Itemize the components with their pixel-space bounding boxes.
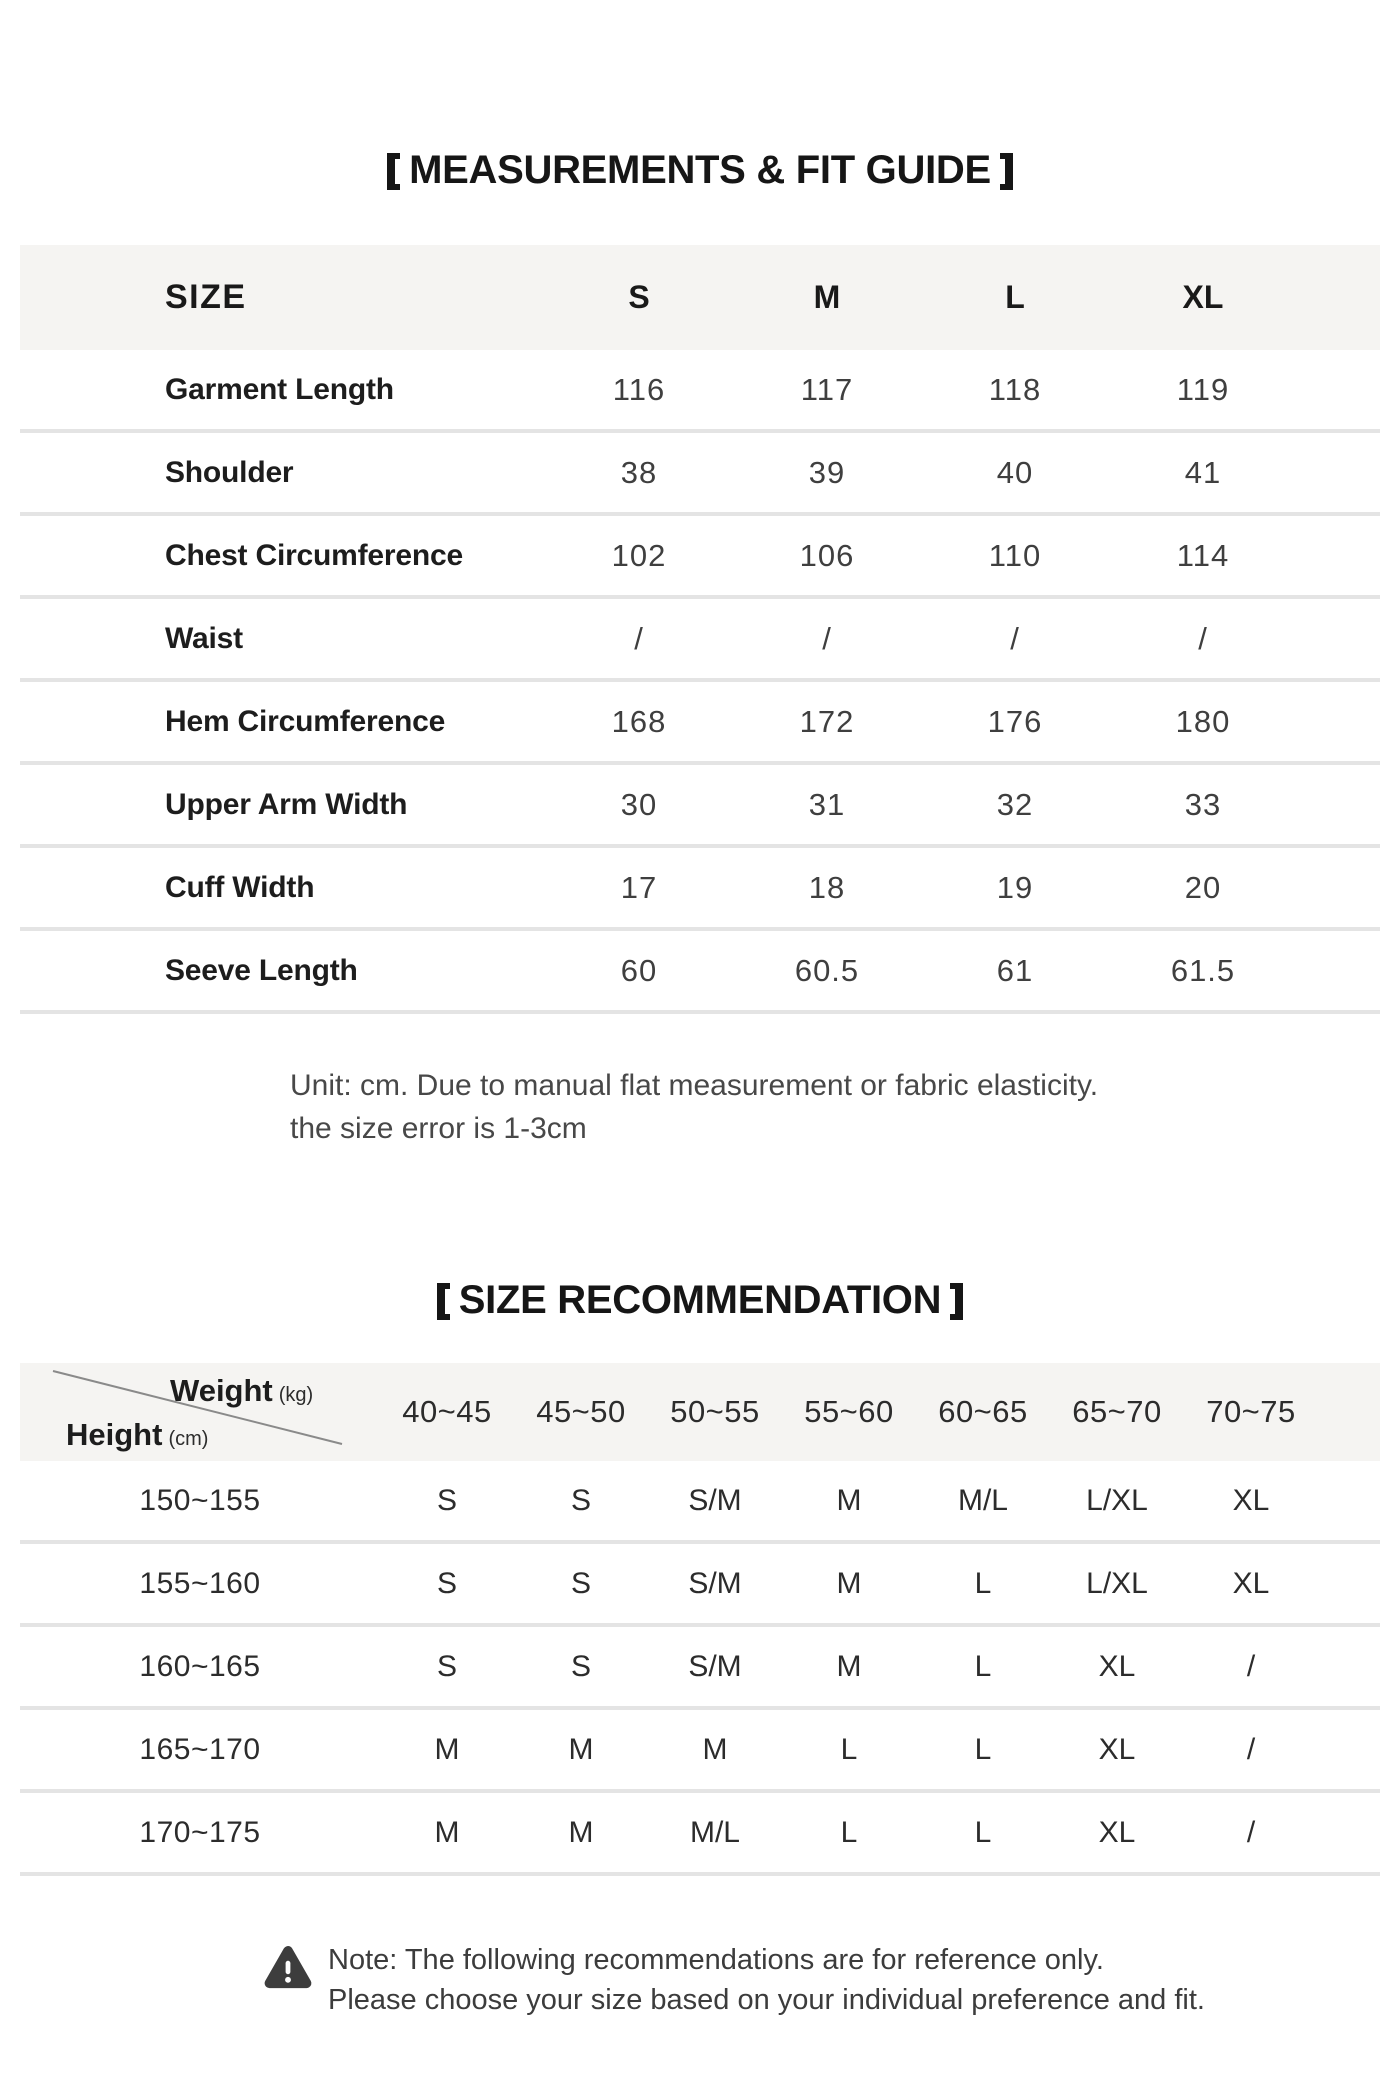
cell-value: 30 <box>620 786 658 822</box>
size-cell: L <box>974 1649 992 1683</box>
unit-note-line1: Unit: cm. Due to manual flat measurement or fabric elasticity. <box>290 1069 1099 1102</box>
cell-value: 172 <box>799 703 855 739</box>
cell-value: 33 <box>1184 786 1222 822</box>
cell-value: 41 <box>1184 454 1222 490</box>
cell-value: 39 <box>808 454 846 490</box>
size-cell: L <box>974 1732 992 1766</box>
height-range-label: 170~175 <box>139 1815 261 1849</box>
size-cell: M <box>836 1483 862 1517</box>
cell-value: 20 <box>1184 869 1222 905</box>
recommendation-title <box>0 1150 1400 1323</box>
measurements-title <box>0 0 1400 193</box>
row-label: Shoulder <box>165 455 294 489</box>
cell-value: 19 <box>996 869 1034 905</box>
cell-value: 110 <box>988 537 1042 573</box>
size-cell: M/L <box>689 1815 740 1849</box>
cell-value: 61 <box>996 952 1034 988</box>
height-axis-label <box>66 1417 208 1453</box>
size-cell: M <box>568 1732 594 1766</box>
size-cell: L/XL <box>1086 1566 1148 1600</box>
size-cell: M <box>434 1815 460 1849</box>
size-cell: M <box>434 1732 460 1766</box>
right-bracket-icon <box>950 1283 963 1320</box>
left-bracket-icon <box>437 1283 450 1320</box>
size-cell: XL <box>1098 1649 1136 1683</box>
cell-value: 60.5 <box>794 952 860 988</box>
cell-value: 114 <box>1176 537 1230 573</box>
measurements-table <box>20 245 1380 1014</box>
size-cell: S <box>570 1483 591 1517</box>
column-header-m: M <box>813 279 841 315</box>
cell-value: 60 <box>620 952 658 988</box>
cell-value: 31 <box>808 786 846 822</box>
recommendation-title-text: SIZE RECOMMENDATION <box>458 1278 942 1322</box>
note-line1: Note: The following recommendations are for reference only. <box>328 1944 1104 1976</box>
recommendation-table-header <box>20 1363 1380 1461</box>
cell-value: 168 <box>611 703 667 739</box>
cell-value: 180 <box>1175 703 1231 739</box>
cell-value: 40 <box>996 454 1034 490</box>
table-row <box>20 765 1380 848</box>
cell-value: 17 <box>620 869 658 905</box>
cell-value: 18 <box>808 869 846 905</box>
size-cell: S <box>570 1566 591 1600</box>
row-label: Waist <box>165 621 243 655</box>
height-unit: (cm) <box>168 1428 209 1450</box>
cell-value: / <box>1198 620 1208 656</box>
cell-value: / <box>1010 620 1020 656</box>
height-range-label: 150~155 <box>139 1483 261 1517</box>
size-cell: XL <box>1098 1732 1136 1766</box>
warning-icon <box>262 1942 314 1996</box>
weight-column-header: 65~70 <box>1072 1394 1162 1429</box>
table-row <box>20 1627 1380 1710</box>
size-cell: S <box>436 1649 457 1683</box>
reference-note <box>262 1940 1400 2020</box>
cell-value: / <box>634 620 644 656</box>
size-cell: / <box>1246 1732 1256 1766</box>
cell-value: 38 <box>620 454 658 490</box>
size-cell: L/XL <box>1086 1483 1148 1517</box>
cell-value: 106 <box>799 537 855 573</box>
unit-note-line2: the size error is 1-3cm <box>290 1112 587 1145</box>
height-label-text: Height <box>66 1417 163 1452</box>
size-column-header: SIZE <box>165 278 247 316</box>
size-cell: S <box>436 1483 457 1517</box>
table-row <box>20 1544 1380 1627</box>
table-row <box>20 433 1380 516</box>
row-label: Hem Circumference <box>165 704 446 738</box>
note-text <box>328 1940 1205 2020</box>
cell-value: 61.5 <box>1170 952 1236 988</box>
cell-value: / <box>822 620 832 656</box>
measurements-title-text: MEASUREMENTS & FIT GUIDE <box>409 148 991 192</box>
weight-axis-label <box>170 1373 313 1409</box>
cell-value: 176 <box>987 703 1043 739</box>
weight-label-text: Weight <box>170 1373 273 1408</box>
height-range-label: 155~160 <box>139 1566 261 1600</box>
cell-value: 32 <box>996 786 1034 822</box>
row-label: Upper Arm Width <box>165 787 408 821</box>
size-cell: L <box>840 1732 858 1766</box>
row-label: Garment Length <box>165 372 394 406</box>
size-cell: S/M <box>688 1649 742 1683</box>
size-cell: M <box>568 1815 594 1849</box>
measurements-table-header <box>20 245 1380 350</box>
column-header-xl: XL <box>1182 279 1224 315</box>
cell-value: 116 <box>612 371 666 407</box>
right-bracket-icon <box>1000 153 1013 190</box>
left-bracket-icon <box>387 153 400 190</box>
unit-note <box>290 1064 1400 1150</box>
size-cell: L <box>974 1566 992 1600</box>
cell-value: 119 <box>1176 371 1230 407</box>
row-label: Seeve Length <box>165 953 358 987</box>
size-cell: M <box>836 1566 862 1600</box>
recommendation-table <box>20 1363 1380 1876</box>
size-cell: S <box>436 1566 457 1600</box>
cell-value: 117 <box>800 371 854 407</box>
size-cell: S/M <box>688 1566 742 1600</box>
row-label: Cuff Width <box>165 870 315 904</box>
size-cell: / <box>1246 1815 1256 1849</box>
weight-unit: (kg) <box>278 1384 314 1406</box>
weight-column-header: 55~60 <box>804 1394 894 1429</box>
size-cell: S <box>570 1649 591 1683</box>
weight-height-diagonal-cell <box>20 1363 380 1461</box>
table-row <box>20 599 1380 682</box>
size-cell: L <box>840 1815 858 1849</box>
weight-column-header: 60~65 <box>938 1394 1028 1429</box>
weight-column-header: 50~55 <box>670 1394 760 1429</box>
size-cell: L <box>974 1815 992 1849</box>
height-range-label: 165~170 <box>139 1732 261 1766</box>
size-cell: M <box>836 1649 862 1683</box>
table-row <box>20 516 1380 599</box>
table-row <box>20 848 1380 931</box>
row-label: Chest Circumference <box>165 538 463 572</box>
table-row <box>20 1793 1380 1876</box>
table-row <box>20 1710 1380 1793</box>
weight-column-header: 70~75 <box>1206 1394 1296 1429</box>
table-row <box>20 682 1380 765</box>
weight-column-header: 40~45 <box>402 1394 492 1429</box>
cell-value: 102 <box>611 537 667 573</box>
column-header-l: L <box>1005 279 1025 315</box>
size-cell: M/L <box>957 1483 1008 1517</box>
height-range-label: 160~165 <box>139 1649 261 1683</box>
table-row <box>20 931 1380 1014</box>
size-cell: XL <box>1098 1815 1136 1849</box>
cell-value: 118 <box>988 371 1042 407</box>
table-row <box>20 350 1380 433</box>
size-cell: / <box>1246 1649 1256 1683</box>
column-header-s: S <box>628 279 650 315</box>
size-cell: M <box>702 1732 728 1766</box>
size-cell: S/M <box>688 1483 742 1517</box>
size-cell: XL <box>1232 1566 1270 1600</box>
weight-column-header: 45~50 <box>536 1394 626 1429</box>
table-row <box>20 1461 1380 1544</box>
size-cell: XL <box>1232 1483 1270 1517</box>
note-line2: Please choose your size based on your individual preference and fit. <box>328 1984 1205 2016</box>
